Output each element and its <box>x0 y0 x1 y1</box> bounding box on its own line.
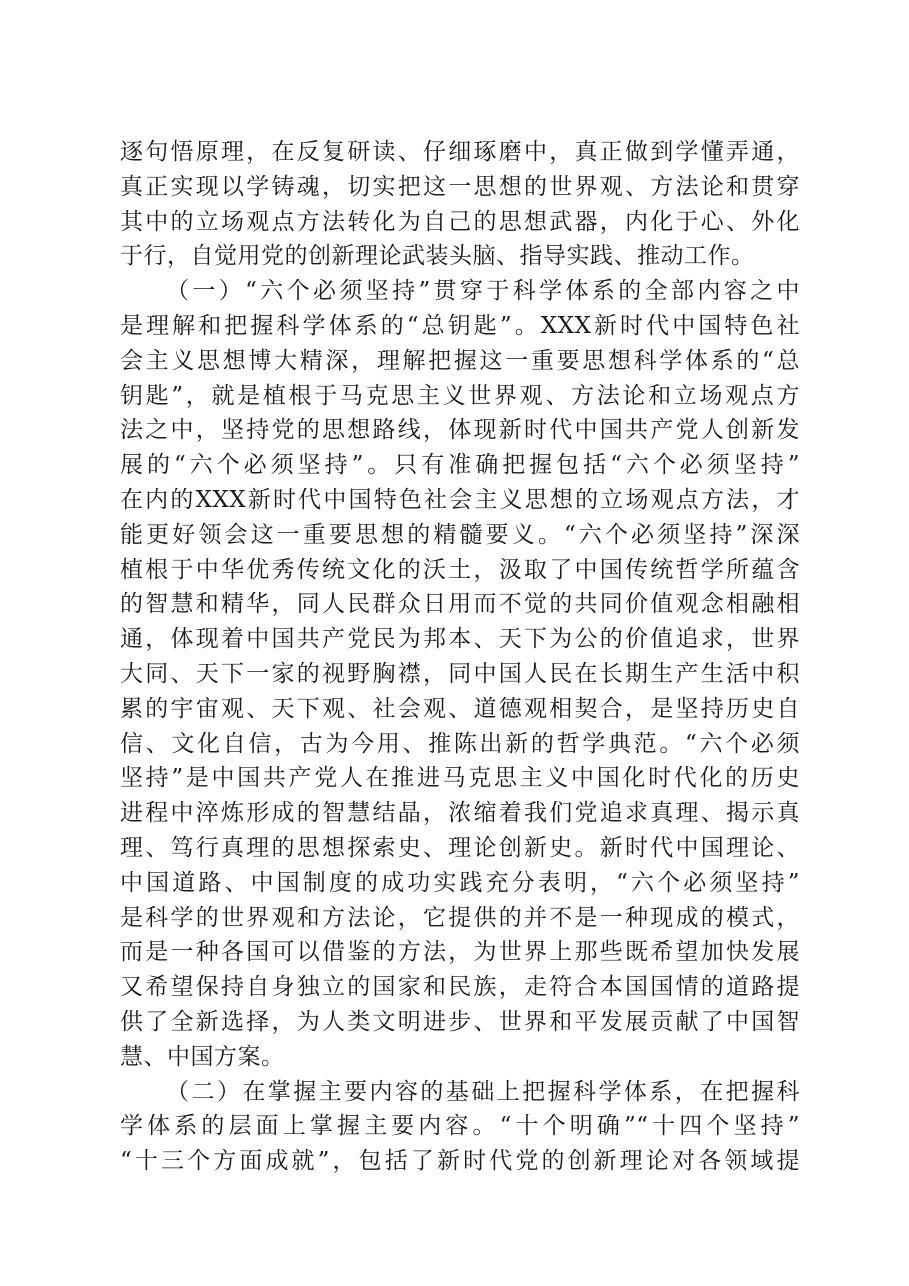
text-line: 通，体现着中国共产党民为邦本、天下为公的价值追求，世界 <box>120 626 800 653</box>
text-line: 是科学的世界观和方法论，它提供的并不是一种现成的模式， <box>120 904 800 931</box>
text-line: 在内的XXX新时代中国特色社会主义思想的立场观点方法，才 <box>120 486 800 513</box>
text-line: 累的宇宙观、天下观、社会观、道德观相契合，是坚持历史自 <box>120 695 800 722</box>
text-line: 中国道路、中国制度的成功实践充分表明，“六个必须坚持” <box>120 869 800 896</box>
text-line: 于行，自觉用党的创新理论武装头脑、指导实践、推动工作。 <box>120 243 755 270</box>
text-line: 法之中，坚持党的思想路线，体现新时代中国共产党人创新发 <box>120 417 800 444</box>
text-line: 坚持”是中国共产党人在推进马克思主义中国化时代化的历史 <box>120 765 800 792</box>
text-line: “十三个方面成就”，包括了新时代党的创新理论对各领域提 <box>120 1148 800 1175</box>
text-line: 钥匙”，就是植根于马克思主义世界观、方法论和立场观点方 <box>120 382 800 409</box>
text-line: 逐句悟原理，在反复研读、仔细琢磨中，真正做到学懂弄通， <box>120 139 800 165</box>
text-line: 展的“六个必须坚持”。只有准确把握包括“六个必须坚持” <box>120 452 800 479</box>
paragraph-first-line: （一）“六个必须坚持”贯穿于科学体系的全部内容之中 <box>166 278 800 305</box>
text-line: 植根于中华优秀传统文化的沃土，汲取了中国传统哲学所蕴含 <box>120 556 800 583</box>
text-line: 是理解和把握科学体系的“总钥匙”。XXX新时代中国特色社 <box>120 312 800 339</box>
paragraph-first-line: （二）在掌握主要内容的基础上把握科学体系，在把握科 <box>166 1078 800 1105</box>
text-line: 大同、天下一家的视野胸襟，同中国人民在长期生产生活中积 <box>120 660 800 687</box>
text-line: 的智慧和精华，同人民群众日用而不觉的共同价值观念相融相 <box>120 591 800 618</box>
text-line: 能更好领会这一重要思想的精髓要义。“六个必须坚持”深深 <box>120 521 800 548</box>
text-line: 慧、中国方案。 <box>120 1043 285 1070</box>
document-body <box>120 135 800 1179</box>
text-line: 学体系的层面上掌握主要内容。“十个明确”“十四个坚持” <box>120 1113 800 1140</box>
text-line: 理、笃行真理的思想探索史、理论创新史。新时代中国理论、 <box>120 834 800 861</box>
text-line: 又希望保持自身独立的国家和民族，走符合本国国情的道路提 <box>120 974 800 1001</box>
text-line: 真正实现以学铸魂，切实把这一思想的世界观、方法论和贯穿 <box>120 173 800 200</box>
text-line: 供了全新选择，为人类文明进步、世界和平发展贡献了中国智 <box>120 1008 800 1035</box>
text-line: 进程中淬炼形成的智慧结晶，浓缩着我们党追求真理、揭示真 <box>120 800 800 827</box>
text-line: 其中的立场观点方法转化为自己的思想武器，内化于心、外化 <box>120 208 800 235</box>
text-line: 而是一种各国可以借鉴的方法，为世界上那些既希望加快发展 <box>120 939 800 966</box>
text-line: 会主义思想博大精深，理解把握这一重要思想科学体系的“总 <box>120 347 800 374</box>
text-line: 信、文化自信，古为今用、推陈出新的哲学典范。“六个必须 <box>120 730 800 757</box>
